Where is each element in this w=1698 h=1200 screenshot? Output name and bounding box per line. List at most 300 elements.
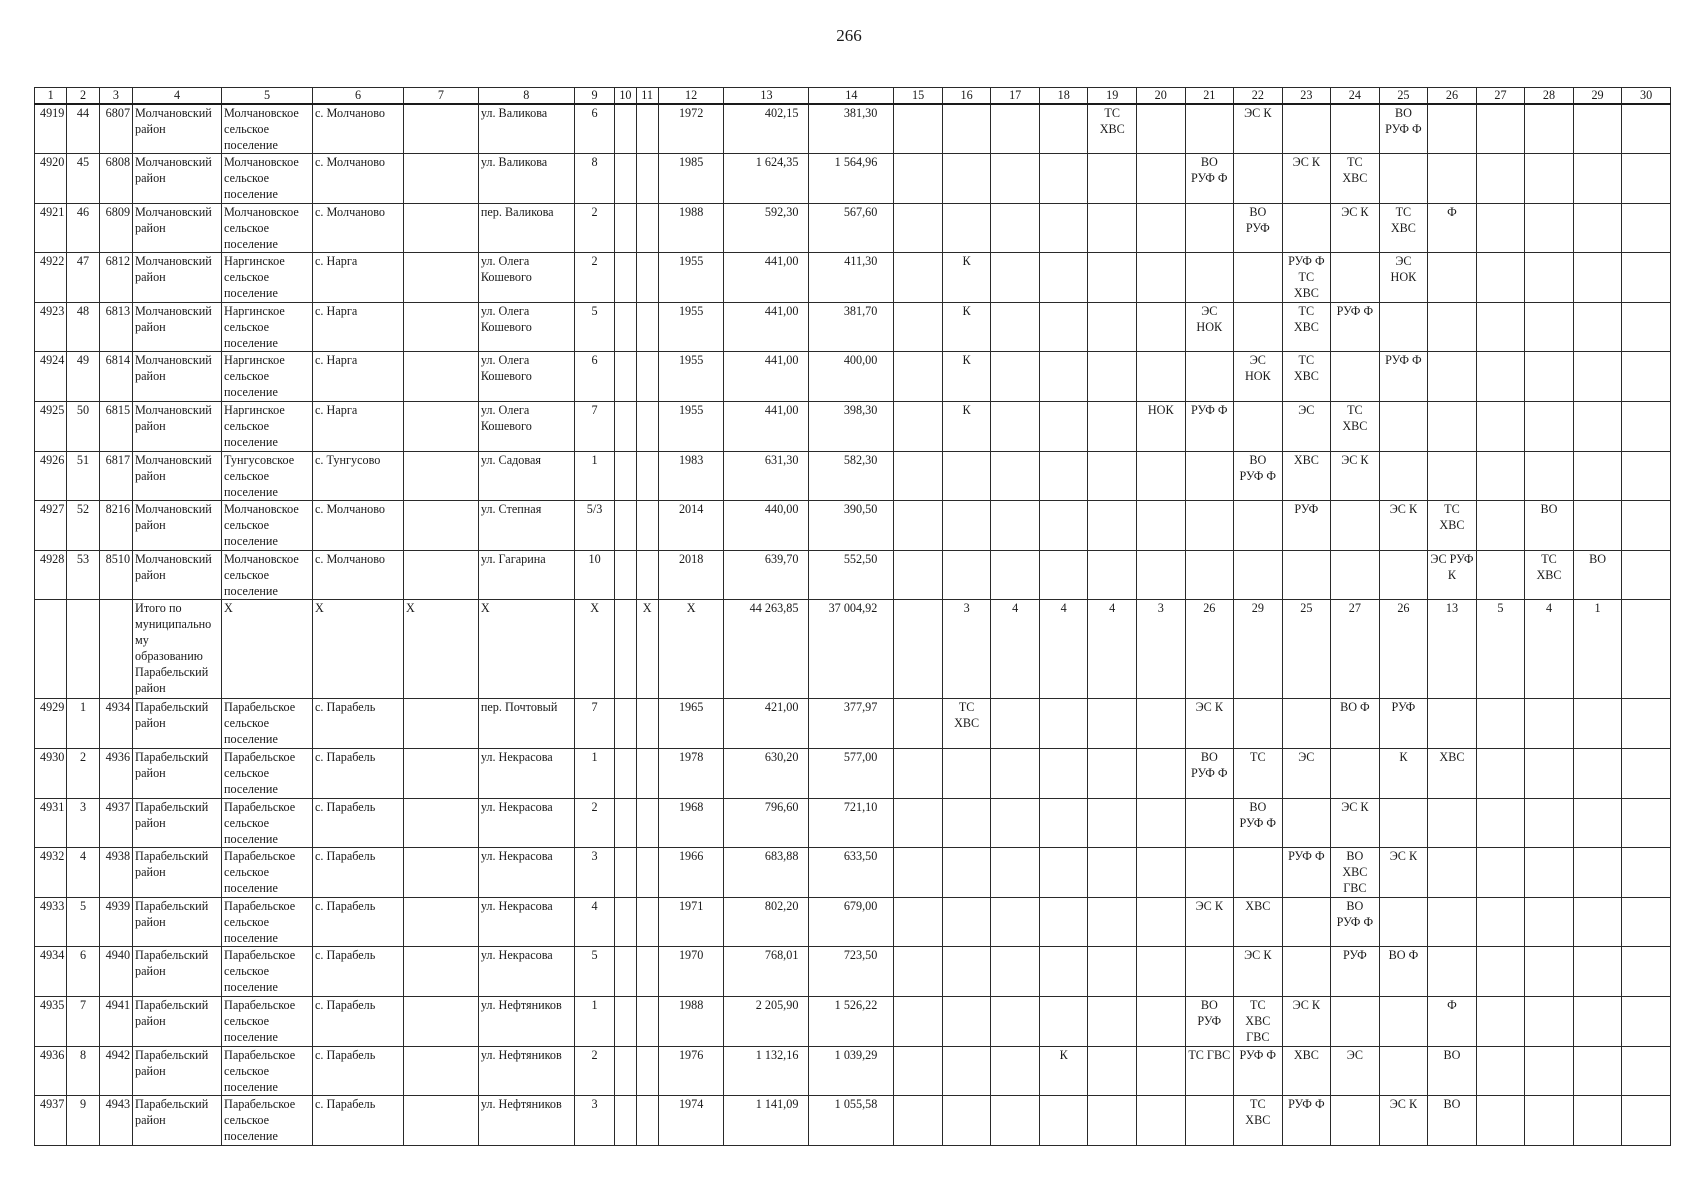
table-cell: 2 205,90 bbox=[724, 997, 809, 1047]
table-cell bbox=[1379, 154, 1428, 204]
table-cell bbox=[1476, 203, 1525, 253]
table-cell: К bbox=[1039, 1046, 1088, 1096]
table-cell: X bbox=[404, 600, 479, 699]
table-cell bbox=[1622, 302, 1671, 352]
table-cell: Парабельский район bbox=[133, 947, 222, 997]
table-cell: ул. Олега Кошевого bbox=[478, 352, 574, 402]
table-cell bbox=[1622, 253, 1671, 303]
table-cell bbox=[1476, 1096, 1525, 1146]
table-cell: ВО ХВС ГВС bbox=[1331, 848, 1380, 898]
table-cell: 4922 bbox=[35, 253, 67, 303]
table-cell: с. Парабель bbox=[313, 1046, 404, 1096]
table-cell bbox=[1622, 1096, 1671, 1146]
table-cell bbox=[894, 402, 943, 452]
table-cell: ул. Степная bbox=[478, 501, 574, 551]
table-cell: 1983 bbox=[658, 451, 724, 501]
table-cell bbox=[1476, 947, 1525, 997]
table-cell bbox=[1234, 302, 1283, 352]
table-cell: 45 bbox=[67, 154, 99, 204]
table-cell: Молчановский район bbox=[133, 203, 222, 253]
table-cell bbox=[1331, 253, 1380, 303]
table-cell bbox=[1185, 798, 1234, 848]
table-cell: 631,30 bbox=[724, 451, 809, 501]
table-cell bbox=[615, 451, 636, 501]
table-cell bbox=[1476, 699, 1525, 749]
table-cell: Молчановский район bbox=[133, 501, 222, 551]
table-cell: ВО bbox=[1428, 1096, 1477, 1146]
table-cell bbox=[1476, 501, 1525, 551]
table-cell: ТС ХВС bbox=[1234, 1096, 1283, 1146]
table-cell: 1955 bbox=[658, 352, 724, 402]
table-cell bbox=[1282, 550, 1331, 600]
table-cell: ул. Некрасова bbox=[478, 897, 574, 947]
table-cell bbox=[1379, 302, 1428, 352]
table-cell bbox=[894, 798, 943, 848]
table-cell: 1 526,22 bbox=[809, 997, 894, 1047]
table-cell bbox=[1525, 302, 1574, 352]
table-cell bbox=[1088, 699, 1137, 749]
table-cell: 6812 bbox=[99, 253, 132, 303]
table-row bbox=[35, 451, 1671, 501]
table-cell bbox=[1573, 848, 1622, 898]
table-cell bbox=[1525, 947, 1574, 997]
table-cell: 381,30 bbox=[809, 104, 894, 154]
table-cell bbox=[615, 253, 636, 303]
table-cell: 3 bbox=[1136, 600, 1185, 699]
table-cell: 4 bbox=[1039, 600, 1088, 699]
table-cell bbox=[1379, 550, 1428, 600]
table-cell: 398,30 bbox=[809, 402, 894, 452]
table-cell bbox=[1476, 352, 1525, 402]
table-cell bbox=[1234, 501, 1283, 551]
column-header: 18 bbox=[1039, 88, 1088, 105]
table-cell: с. Парабель bbox=[313, 1096, 404, 1146]
table-cell bbox=[1136, 798, 1185, 848]
table-cell: 721,10 bbox=[809, 798, 894, 848]
table-cell bbox=[615, 352, 636, 402]
table-cell: пер. Валикова bbox=[478, 203, 574, 253]
table-cell bbox=[1039, 798, 1088, 848]
table-cell bbox=[1136, 451, 1185, 501]
table-cell: ТС ХВС bbox=[1282, 302, 1331, 352]
column-header: 13 bbox=[724, 88, 809, 105]
table-cell: 4934 bbox=[35, 947, 67, 997]
table-cell bbox=[991, 501, 1040, 551]
table-cell: 52 bbox=[67, 501, 99, 551]
column-header: 27 bbox=[1476, 88, 1525, 105]
column-header: 7 bbox=[404, 88, 479, 105]
table-cell bbox=[1573, 947, 1622, 997]
table-cell bbox=[1573, 749, 1622, 799]
table-cell bbox=[1088, 402, 1137, 452]
table-cell bbox=[404, 203, 479, 253]
table-cell bbox=[942, 1096, 991, 1146]
table-cell: Молчановское сельское поселение bbox=[222, 501, 313, 551]
column-header: 25 bbox=[1379, 88, 1428, 105]
table-cell: Ф bbox=[1428, 997, 1477, 1047]
table-cell: X bbox=[313, 600, 404, 699]
table-cell bbox=[1573, 897, 1622, 947]
table-cell bbox=[615, 402, 636, 452]
table-cell: 1988 bbox=[658, 203, 724, 253]
table-cell bbox=[991, 1046, 1040, 1096]
column-header: 28 bbox=[1525, 88, 1574, 105]
table-cell: РУФ Ф bbox=[1234, 1046, 1283, 1096]
table-cell bbox=[1476, 798, 1525, 848]
table-cell: ТС ХВС bbox=[1525, 550, 1574, 600]
table-cell: ул. Некрасова bbox=[478, 848, 574, 898]
table-cell: 5 bbox=[1476, 600, 1525, 699]
table-cell bbox=[1379, 997, 1428, 1047]
table-cell: 796,60 bbox=[724, 798, 809, 848]
table-cell: ВО РУФ bbox=[1185, 997, 1234, 1047]
table-cell: 44 bbox=[67, 104, 99, 154]
table-cell: с. Парабель bbox=[313, 749, 404, 799]
table-cell: 27 bbox=[1331, 600, 1380, 699]
table-cell: Итого по муниципально му образованию Парабельский район bbox=[133, 600, 222, 699]
table-cell: ТС ХВС bbox=[1282, 352, 1331, 402]
table-cell bbox=[1573, 798, 1622, 848]
table-cell bbox=[894, 104, 943, 154]
table-cell bbox=[991, 203, 1040, 253]
table-cell bbox=[1622, 352, 1671, 402]
table-cell bbox=[942, 947, 991, 997]
table-cell: ЭС К bbox=[1282, 154, 1331, 204]
table-cell bbox=[1622, 600, 1671, 699]
table-cell bbox=[942, 154, 991, 204]
table-cell bbox=[1088, 253, 1137, 303]
table-cell bbox=[894, 154, 943, 204]
table-cell bbox=[1185, 451, 1234, 501]
table-row bbox=[35, 699, 1671, 749]
table-cell bbox=[894, 997, 943, 1047]
table-cell: Молчановское сельское поселение bbox=[222, 203, 313, 253]
table-cell bbox=[1476, 402, 1525, 452]
table-cell bbox=[1039, 550, 1088, 600]
table-cell bbox=[1331, 997, 1380, 1047]
table-cell: ул. Некрасова bbox=[478, 749, 574, 799]
column-header: 1 bbox=[35, 88, 67, 105]
table-cell bbox=[1136, 253, 1185, 303]
column-header: 10 bbox=[615, 88, 636, 105]
table-cell: 4932 bbox=[35, 848, 67, 898]
table-cell bbox=[615, 1046, 636, 1096]
table-cell bbox=[1573, 1046, 1622, 1096]
table-cell: ЭС К bbox=[1185, 699, 1234, 749]
table-cell: 1978 bbox=[658, 749, 724, 799]
table-cell: X bbox=[658, 600, 724, 699]
table-cell bbox=[1428, 154, 1477, 204]
table-cell bbox=[1525, 1096, 1574, 1146]
table-cell bbox=[1088, 997, 1137, 1047]
table-cell bbox=[1476, 550, 1525, 600]
table-row bbox=[35, 897, 1671, 947]
table-cell bbox=[1282, 798, 1331, 848]
table-cell bbox=[991, 1096, 1040, 1146]
table-cell: ЭС НОК bbox=[1185, 302, 1234, 352]
table-cell bbox=[991, 402, 1040, 452]
table-cell: 2 bbox=[574, 253, 614, 303]
table-cell: ТС ХВС bbox=[1379, 203, 1428, 253]
table-cell bbox=[1039, 104, 1088, 154]
table-cell: 441,00 bbox=[724, 402, 809, 452]
table-cell bbox=[1428, 798, 1477, 848]
table-cell: 5 bbox=[67, 897, 99, 947]
table-cell: 3 bbox=[67, 798, 99, 848]
table-cell bbox=[1088, 302, 1137, 352]
table-cell: 49 bbox=[67, 352, 99, 402]
table-cell bbox=[404, 798, 479, 848]
table-cell bbox=[1573, 501, 1622, 551]
table-cell bbox=[615, 798, 636, 848]
table-cell bbox=[636, 352, 658, 402]
table-cell bbox=[615, 302, 636, 352]
table-cell: ЭС bbox=[1282, 402, 1331, 452]
table-cell bbox=[1136, 352, 1185, 402]
table-cell bbox=[404, 501, 479, 551]
table-cell: Молчановский район bbox=[133, 154, 222, 204]
table-cell bbox=[636, 699, 658, 749]
table-cell bbox=[942, 1046, 991, 1096]
table-cell: 1985 bbox=[658, 154, 724, 204]
table-cell bbox=[1525, 997, 1574, 1047]
table-cell bbox=[1622, 203, 1671, 253]
table-cell bbox=[894, 848, 943, 898]
table-cell: ул. Некрасова bbox=[478, 798, 574, 848]
table-cell: 4 bbox=[574, 897, 614, 947]
table-cell bbox=[1039, 997, 1088, 1047]
table-cell bbox=[1379, 1046, 1428, 1096]
table-cell: с. Парабель bbox=[313, 798, 404, 848]
table-cell: 639,70 bbox=[724, 550, 809, 600]
table-cell: X bbox=[574, 600, 614, 699]
table-cell: ул. Олега Кошевого bbox=[478, 402, 574, 452]
table-cell bbox=[1476, 451, 1525, 501]
table-cell bbox=[1088, 550, 1137, 600]
table-cell: ЭС bbox=[1331, 1046, 1380, 1096]
table-cell bbox=[991, 104, 1040, 154]
table-cell bbox=[1039, 253, 1088, 303]
table-cell bbox=[991, 699, 1040, 749]
table-cell: РУФ bbox=[1331, 947, 1380, 997]
table-cell bbox=[942, 550, 991, 600]
table-cell bbox=[1573, 402, 1622, 452]
table-cell: 5/3 bbox=[574, 501, 614, 551]
table-cell bbox=[1282, 947, 1331, 997]
table-cell bbox=[636, 451, 658, 501]
table-cell: 44 263,85 bbox=[724, 600, 809, 699]
table-cell bbox=[1088, 501, 1137, 551]
table-cell bbox=[1088, 451, 1137, 501]
table-cell bbox=[1185, 501, 1234, 551]
table-cell bbox=[615, 550, 636, 600]
table-row bbox=[35, 848, 1671, 898]
table-cell: 4926 bbox=[35, 451, 67, 501]
table-cell: с. Нарга bbox=[313, 253, 404, 303]
table-cell bbox=[1039, 947, 1088, 997]
table-cell bbox=[1039, 1096, 1088, 1146]
table-cell: с. Парабель bbox=[313, 897, 404, 947]
table-cell: Молчановское сельское поселение bbox=[222, 104, 313, 154]
table-cell: ул. Олега Кошевого bbox=[478, 253, 574, 303]
table-cell bbox=[894, 600, 943, 699]
table-cell bbox=[1428, 699, 1477, 749]
table-cell bbox=[894, 302, 943, 352]
column-header: 15 bbox=[894, 88, 943, 105]
table-cell bbox=[1234, 699, 1283, 749]
table-cell bbox=[615, 699, 636, 749]
table-cell bbox=[1428, 451, 1477, 501]
table-cell bbox=[35, 600, 67, 699]
table-cell: РУФ Ф bbox=[1282, 1096, 1331, 1146]
table-cell: 421,00 bbox=[724, 699, 809, 749]
table-cell: РУФ Ф bbox=[1379, 352, 1428, 402]
table-cell bbox=[636, 1046, 658, 1096]
table-cell bbox=[1039, 897, 1088, 947]
table-cell: ЭС К bbox=[1185, 897, 1234, 947]
table-cell: 2 bbox=[574, 1046, 614, 1096]
table-cell: 4921 bbox=[35, 203, 67, 253]
table-cell bbox=[1088, 798, 1137, 848]
table-cell: 8 bbox=[67, 1046, 99, 1096]
table-cell bbox=[1622, 1046, 1671, 1096]
table-cell: 7 bbox=[574, 699, 614, 749]
table-cell bbox=[1573, 154, 1622, 204]
table-cell: 1 bbox=[574, 451, 614, 501]
table-cell bbox=[894, 451, 943, 501]
table-cell bbox=[1331, 550, 1380, 600]
table-cell: Парабельское сельское поселение bbox=[222, 897, 313, 947]
table-cell: ул. Валикова bbox=[478, 104, 574, 154]
table-cell: К bbox=[1379, 749, 1428, 799]
table-cell: 9 bbox=[67, 1096, 99, 1146]
table-cell bbox=[1573, 352, 1622, 402]
table-row bbox=[35, 947, 1671, 997]
table-cell bbox=[1039, 154, 1088, 204]
table-cell: 377,97 bbox=[809, 699, 894, 749]
table-cell bbox=[1088, 947, 1137, 997]
table-cell: ВО bbox=[1525, 501, 1574, 551]
table-cell: 4935 bbox=[35, 997, 67, 1047]
table-cell bbox=[1428, 302, 1477, 352]
table-cell bbox=[942, 203, 991, 253]
table-cell bbox=[991, 302, 1040, 352]
table-cell: 6817 bbox=[99, 451, 132, 501]
table-cell bbox=[1622, 848, 1671, 898]
column-header: 4 bbox=[133, 88, 222, 105]
table-cell bbox=[1476, 749, 1525, 799]
table-cell: с. Молчаново bbox=[313, 203, 404, 253]
table-cell: Парабельское сельское поселение bbox=[222, 749, 313, 799]
table-cell bbox=[615, 897, 636, 947]
table-cell: ВО РУФ Ф bbox=[1234, 451, 1283, 501]
table-cell bbox=[894, 253, 943, 303]
table-cell bbox=[1476, 154, 1525, 204]
table-cell bbox=[636, 302, 658, 352]
table-cell bbox=[1573, 997, 1622, 1047]
table-cell: Парабельское сельское поселение bbox=[222, 997, 313, 1047]
table-cell bbox=[1136, 1096, 1185, 1146]
table-row bbox=[35, 798, 1671, 848]
table-cell bbox=[404, 550, 479, 600]
table-cell bbox=[1379, 798, 1428, 848]
table-body bbox=[35, 104, 1671, 1145]
table-cell: 577,00 bbox=[809, 749, 894, 799]
table-cell: ЭС К bbox=[1379, 1096, 1428, 1146]
table-cell: Наргинское сельское поселение bbox=[222, 352, 313, 402]
table-cell bbox=[1428, 104, 1477, 154]
table-cell: ВО РУФ bbox=[1234, 203, 1283, 253]
table-cell bbox=[636, 947, 658, 997]
table-cell bbox=[1136, 848, 1185, 898]
table-cell: ул. Некрасова bbox=[478, 947, 574, 997]
table-cell: 47 bbox=[67, 253, 99, 303]
table-cell: 6807 bbox=[99, 104, 132, 154]
table-cell: 1 bbox=[1573, 600, 1622, 699]
table-cell: 3 bbox=[574, 848, 614, 898]
table-cell: 4 bbox=[991, 600, 1040, 699]
table-cell: Молчановский район bbox=[133, 550, 222, 600]
table-cell bbox=[1039, 402, 1088, 452]
table-cell: ул. Валикова bbox=[478, 154, 574, 204]
table-cell bbox=[404, 253, 479, 303]
table-cell: ВО РУФ Ф bbox=[1185, 154, 1234, 204]
table-cell bbox=[1282, 699, 1331, 749]
table-cell bbox=[942, 501, 991, 551]
table-cell: РУФ Ф bbox=[1185, 402, 1234, 452]
table-cell bbox=[942, 848, 991, 898]
table-cell bbox=[1428, 897, 1477, 947]
table-cell: 4933 bbox=[35, 897, 67, 947]
table-cell: Парабельское сельское поселение bbox=[222, 798, 313, 848]
table-cell: Парабельский район bbox=[133, 699, 222, 749]
table-cell: 4 bbox=[67, 848, 99, 898]
table-cell: 6 bbox=[67, 947, 99, 997]
table-cell: ТС ХВС bbox=[942, 699, 991, 749]
table-cell bbox=[1185, 1096, 1234, 1146]
table-cell bbox=[894, 897, 943, 947]
table-cell: 381,70 bbox=[809, 302, 894, 352]
table-cell bbox=[1476, 997, 1525, 1047]
table-cell bbox=[615, 203, 636, 253]
table-cell bbox=[615, 154, 636, 204]
table-cell: 3 bbox=[942, 600, 991, 699]
table-cell: 1970 bbox=[658, 947, 724, 997]
table-cell bbox=[1185, 947, 1234, 997]
table-cell: 6809 bbox=[99, 203, 132, 253]
table-cell bbox=[1039, 501, 1088, 551]
table-cell bbox=[942, 451, 991, 501]
table-cell: с. Нарга bbox=[313, 402, 404, 452]
table-cell bbox=[1476, 1046, 1525, 1096]
table-row bbox=[35, 501, 1671, 551]
table-cell bbox=[615, 1096, 636, 1146]
table-cell: 7 bbox=[574, 402, 614, 452]
table-cell: ул. Нефтяников bbox=[478, 1046, 574, 1096]
table-cell: 4923 bbox=[35, 302, 67, 352]
table-cell: Молчановский район bbox=[133, 402, 222, 452]
table-cell: ВО Ф bbox=[1331, 699, 1380, 749]
table-cell bbox=[991, 253, 1040, 303]
table-cell bbox=[1428, 402, 1477, 452]
table-cell: с. Тунгусово bbox=[313, 451, 404, 501]
table-cell: ЭС К bbox=[1331, 203, 1380, 253]
table-cell bbox=[942, 798, 991, 848]
table-cell: ул. Олега Кошевого bbox=[478, 302, 574, 352]
table-cell bbox=[942, 104, 991, 154]
table-cell bbox=[1136, 104, 1185, 154]
table-cell bbox=[404, 1046, 479, 1096]
